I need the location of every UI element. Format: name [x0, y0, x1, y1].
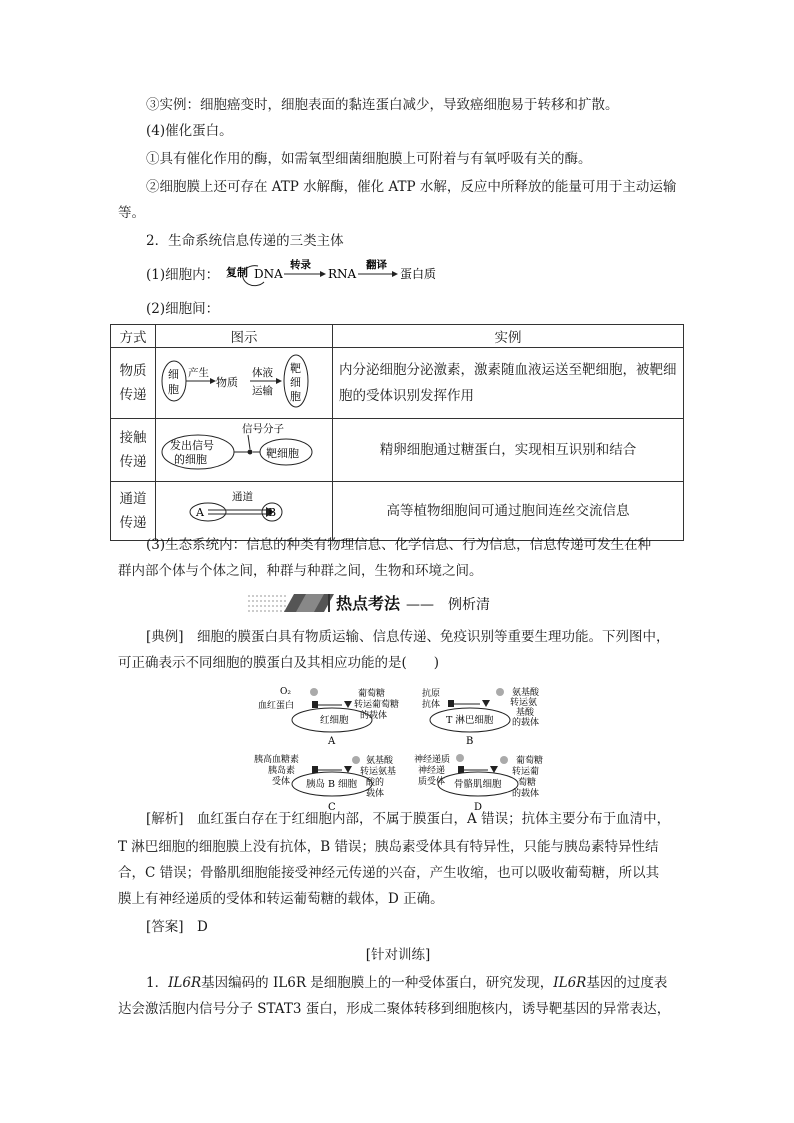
cell-b-label: B	[268, 506, 277, 519]
sender-cell-label: 发出信号	[170, 439, 214, 452]
red-cell-label: 红细胞	[320, 715, 349, 726]
target-cell-label: 靶细胞	[266, 447, 299, 460]
glucose-label: 葡萄糖	[358, 689, 386, 699]
option-b-diagram	[422, 686, 540, 747]
banner-dash: ——	[406, 597, 434, 613]
table-header-row	[111, 325, 684, 348]
receptor-label: 质受体	[418, 777, 446, 787]
section-heading-info: 2．生命系统信息传递的三类主体	[146, 233, 344, 249]
dna-label: DNA	[254, 267, 283, 281]
transport-label: 运输	[252, 385, 273, 397]
banner-stripes-icon	[248, 596, 288, 611]
way-line: 物质	[119, 363, 147, 379]
carrier-label: 转运氨基	[360, 767, 397, 777]
translate-arrowhead	[392, 271, 398, 277]
transcribe-label: 转录	[290, 259, 311, 271]
option-a-diagram	[258, 687, 399, 747]
analysis-line3: 合，C 错误；骨骼肌细胞能接受神经元传递的兴奋，产生收缩，也可以吸收葡萄糖，所以其	[118, 865, 660, 881]
target-cell-label: 胞	[290, 390, 301, 403]
substance-transfer-diagram	[156, 348, 332, 414]
way-line: 传递	[119, 454, 147, 470]
way-line: 通道	[119, 491, 147, 507]
table-row	[111, 419, 684, 482]
source-cell-label: 细	[168, 368, 179, 381]
cell-a-label: A	[196, 506, 204, 519]
way-cell	[111, 419, 156, 482]
analysis-line2: T 淋巴细胞的细胞膜上没有抗体，B 错误；胰岛素受体具有特异性，只能与胰岛素特异性结	[118, 839, 659, 855]
produce-label: 产生	[188, 367, 209, 379]
example-tag: [典例]	[146, 629, 184, 645]
training-question-line1	[118, 970, 678, 996]
carrier-label: 转运葡	[512, 767, 540, 777]
carrier-label: 载体	[366, 789, 385, 799]
contact-transfer-diagram	[156, 419, 332, 477]
gene-name: IL6R	[168, 975, 202, 991]
rna-label: RNA	[328, 267, 357, 281]
paragraph-ecosystem-cont: 群内部个体与个体之间，种群与种群之间，生物和环境之间。	[118, 563, 483, 579]
answer-line	[118, 914, 678, 940]
paragraph-catalytic-protein: (4)催化蛋白。	[146, 123, 233, 139]
analysis-line4: 膜上有神经递质的受体和转运葡萄糖的载体，D 正确。	[118, 891, 444, 907]
transcribe-arrowhead	[320, 271, 326, 277]
antibody-protein-icon	[448, 700, 454, 707]
paragraph-atpase: ②细胞膜上还可存在 ATP 水解酶，催化 ATP 水解，反应中所释放的能量可用于主动运输	[146, 179, 677, 195]
protein-label: 蛋白质	[400, 267, 437, 281]
glucose-carrier-icon	[490, 766, 498, 773]
carrier-label: 萄糖	[518, 778, 537, 788]
sender-cell-label: 的细胞	[174, 453, 207, 466]
glucose-molecule-icon	[500, 756, 508, 764]
analysis-line1	[118, 806, 678, 832]
glucagon-label: 胰高血糖素	[254, 755, 300, 765]
diagram-cell-contact	[156, 419, 333, 482]
fluid-arrowhead	[276, 378, 282, 384]
amino-acid-label: 氨基酸	[512, 688, 540, 698]
receptor-label: 神经递	[418, 766, 446, 776]
banner-title: 热点考法	[336, 594, 401, 613]
analysis-text: 血红蛋白存在于红细胞内部，不属于膜蛋白，A 错误；抗体主要分布于血清中，	[197, 811, 671, 827]
gene-name: IL6R	[553, 975, 587, 991]
carrier-label: 酸的	[366, 778, 385, 788]
paragraph-intracellular: (1)细胞内：	[146, 267, 220, 283]
amino-acid-carrier-icon	[482, 700, 490, 707]
header-example: 实例	[333, 325, 684, 348]
question-text: 基因编码的 IL6R 是细胞膜上的一种受体蛋白，研究发现，	[201, 975, 554, 991]
banner-divider	[328, 594, 330, 612]
receptor-label: 受体	[272, 777, 291, 787]
carrier-label: 基酸	[516, 708, 535, 718]
option-d-label: D	[474, 802, 483, 813]
option-c-label: C	[328, 802, 336, 813]
header-way: 方式	[111, 325, 156, 348]
insulin-receptor-icon	[312, 766, 318, 773]
analysis-tag: [解析]	[146, 811, 184, 827]
paragraph-intercellular: (2)细胞间：	[146, 301, 220, 317]
info-transfer-table	[110, 324, 684, 541]
paragraph-cancer-example: ③实例：细胞癌变时，细胞表面的黏连蛋白减少，导致癌细胞易于转移和扩散。	[146, 97, 619, 113]
replicate-label: 复制	[226, 266, 248, 279]
hemoglobin-label: 血红蛋白	[258, 701, 295, 711]
carrier-label: 转运氨	[510, 698, 538, 708]
amino-acid-label: 氨基酸	[366, 756, 394, 766]
training-title: [针对训练]	[365, 947, 431, 963]
answer-value: D	[197, 919, 208, 935]
example-cell: 精卵细胞通过糖蛋白，实现相互识别和结合	[333, 419, 684, 482]
training-question-line2: 达会激活胞内信号分子 STAT3 蛋白，形成二聚体转移到细胞核内，诱导靶基因的异常表达，	[118, 1001, 671, 1017]
section-banner	[248, 592, 548, 614]
neurotransmitter-receptor-icon	[458, 766, 464, 773]
glucose-label: 葡萄糖	[516, 756, 544, 766]
answer-tag: [答案]	[146, 919, 184, 935]
amino-acid-molecule-icon	[496, 688, 504, 696]
neurotransmitter-molecule-icon	[456, 754, 464, 762]
hemoglobin-protein-icon	[312, 701, 318, 708]
option-d-diagram	[414, 753, 543, 813]
antibody-label: 抗体	[422, 700, 441, 710]
target-cell-label: 靶	[290, 362, 301, 375]
signal-molecule-dot	[248, 450, 253, 455]
diagram-cell-substance	[156, 348, 333, 419]
carrier-label: 转运葡萄糖	[354, 700, 400, 710]
amino-acid-carrier-icon	[344, 766, 352, 773]
way-line: 接触	[119, 430, 147, 446]
substance-label: 物质	[216, 376, 238, 389]
banner-subtitle: 例析清	[448, 597, 490, 613]
glucose-carrier-icon	[344, 701, 352, 708]
table-row	[111, 348, 684, 419]
source-cell-label: 胞	[168, 383, 179, 396]
way-line: 传递	[119, 515, 147, 531]
o2-molecule-icon	[310, 688, 318, 696]
signal-pointer	[248, 435, 250, 449]
question-text: 基因的过度表	[586, 975, 668, 991]
paragraph-enzyme: ①具有催化作用的酶，如需氧型细菌细胞膜上可附着与有氧呼吸有关的酶。	[146, 151, 592, 167]
example-question-line1	[118, 624, 678, 650]
example-text: 细胞的膜蛋白具有物质运输、信息传递、免疫识别等重要生理功能。下列图中，	[197, 629, 670, 645]
neurotransmitter-label: 神经递质	[414, 755, 451, 765]
example-question-line2: 可正确表示不同细胞的膜蛋白及其相应功能的是( )	[118, 655, 440, 671]
option-b-label: B	[466, 736, 474, 747]
carrier-label: 的载体	[512, 718, 540, 728]
translate-label: 翻译	[366, 259, 387, 271]
paragraph-atpase-cont: 等。	[118, 205, 145, 221]
carrier-label: 的载体	[360, 711, 388, 721]
t-cell-label: T 淋巴细胞	[446, 715, 494, 726]
carrier-label: 的载体	[512, 789, 540, 799]
central-dogma-diagram	[220, 256, 460, 290]
amino-acid-molecule-icon	[352, 756, 360, 764]
skeletal-muscle-cell-label: 骨骼肌细胞	[454, 779, 502, 790]
antigen-label: 抗原	[422, 689, 441, 699]
header-diagram: 图示	[156, 325, 333, 348]
islet-b-cell-label: 胰岛 B 细胞	[306, 779, 358, 790]
target-cell-label: 细	[290, 376, 301, 389]
paragraph-ecosystem: (3)生态系统内：信息的种类有物理信息、化学信息、行为信息，信息传递可发生在种	[146, 537, 652, 553]
insulin-label: 胰岛素	[268, 766, 296, 776]
example-cell: 内分泌细胞分泌激素，激素随血液运送至靶细胞，被靶细胞的受体识别发挥作用	[333, 348, 684, 419]
question-number: 1．	[146, 975, 169, 991]
signal-molecule-label: 信号分子	[242, 423, 284, 435]
option-c-diagram	[254, 753, 396, 813]
fluid-label: 体液	[252, 367, 273, 379]
channel-label: 通道	[232, 491, 253, 503]
option-a-label: A	[328, 736, 336, 747]
o2-label: O₂	[280, 687, 291, 697]
way-cell	[111, 348, 156, 419]
way-line: 传递	[119, 387, 147, 403]
channel-transfer-diagram	[156, 482, 332, 536]
example-cell: 高等植物细胞间可通过胞间连丝交流信息	[333, 482, 684, 541]
